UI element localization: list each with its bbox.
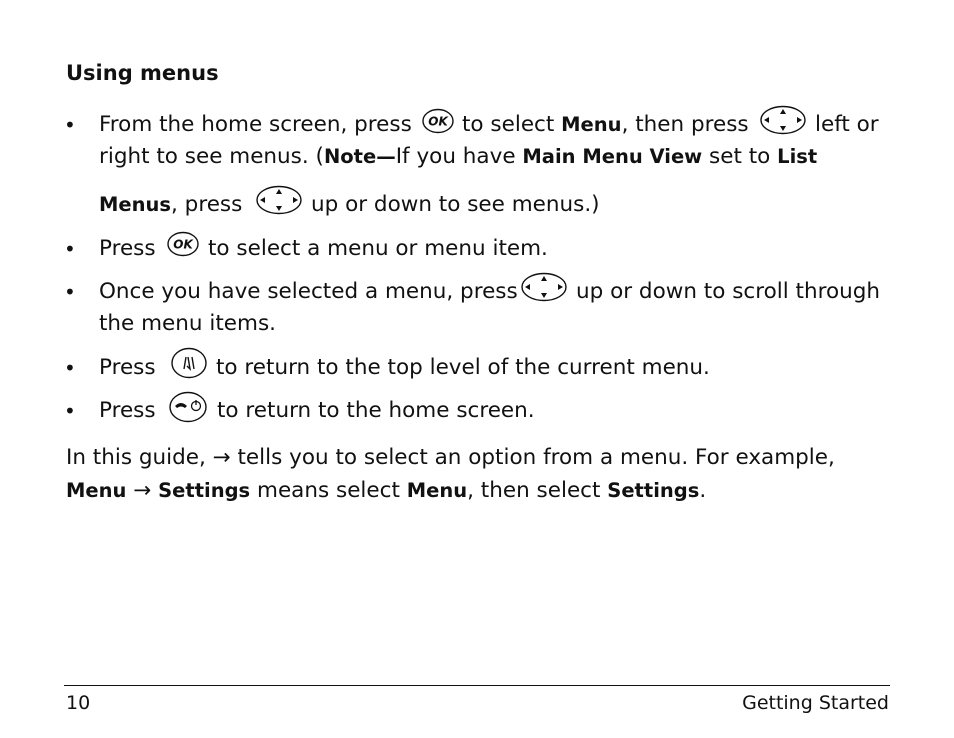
bullet-text: Press — [99, 355, 156, 380]
bullet-text: to return to the home screen. — [217, 398, 535, 423]
bullet-text: up or down to see menus.) — [311, 192, 600, 217]
bullet-text: to return to the top level of the current menu. — [216, 355, 710, 380]
svg-text:OK: OK — [173, 237, 193, 252]
bullet-text: right to see menus. ( — [99, 144, 324, 169]
bullet-text: If you have — [395, 144, 516, 169]
bullet-text: set to — [709, 144, 771, 169]
ok-key-icon — [166, 231, 200, 257]
guide-text: . — [699, 478, 707, 503]
bullet-text: to select a menu or menu item. — [208, 236, 548, 261]
guide-line-1: In this guide, → tells you to select an option from a menu. For example, — [66, 445, 835, 470]
menu-arrow: → — [133, 478, 152, 503]
bullet-1-line-1b — [462, 113, 749, 137]
section-heading: Using menus — [66, 61, 219, 85]
bullet-text: to select — [462, 112, 555, 137]
bullet-3-line-1a — [99, 280, 518, 304]
menu-keyword: Menu — [66, 479, 127, 502]
bullet-text: From the home screen, press — [99, 112, 412, 137]
list-keyword: List — [777, 145, 818, 168]
end-key-icon — [168, 391, 208, 423]
bullet-1-line-1 — [99, 113, 412, 137]
bullet-text: the menu items. — [99, 311, 276, 336]
back-key-icon — [170, 347, 208, 379]
bullet-3-line-1b — [576, 280, 880, 304]
bullet-text: Press — [99, 398, 156, 423]
bullet-dot: • — [64, 280, 76, 304]
guide-text: , then select — [467, 478, 601, 503]
bullet-3-line-2 — [99, 312, 276, 336]
menu-keyword: Menu — [561, 113, 622, 136]
bullet-dot: • — [64, 356, 76, 380]
menus-keyword: Menus — [99, 193, 172, 216]
bullet-1-line-2 — [99, 145, 817, 169]
main-menu-view-keyword: Main Menu View — [522, 145, 703, 168]
guide-line-2 — [66, 479, 706, 503]
svg-text:OK: OK — [428, 114, 448, 129]
bullet-text: Once you have selected a menu, press — [99, 279, 518, 304]
navigation-key-icon — [759, 105, 807, 135]
navigation-key-icon — [520, 272, 568, 302]
bullet-4-line-a — [99, 356, 156, 380]
bullet-2-line-a — [99, 237, 156, 261]
footer-rule — [64, 685, 890, 686]
section-title: Getting Started — [742, 692, 889, 714]
ok-key-icon — [421, 108, 455, 134]
bullet-text: , then press — [621, 112, 749, 137]
bullet-5-line-a — [99, 399, 156, 423]
navigation-key-icon — [255, 185, 303, 215]
page-number: 10 — [66, 692, 91, 714]
bullet-text: Press — [99, 236, 156, 261]
bullet-1-line-3b — [311, 193, 600, 217]
bullet-text: up or down to scroll through — [576, 279, 881, 304]
bullet-text: , press — [171, 192, 243, 217]
bullet-5-line-b — [217, 399, 535, 423]
bullet-1-line-3a — [99, 193, 242, 217]
menu-keyword: Menu — [406, 479, 468, 502]
bullet-dot: • — [64, 399, 76, 423]
guide-text: means select — [257, 478, 400, 503]
bullet-text: left or — [815, 112, 879, 137]
bullet-2-line-b — [208, 237, 548, 261]
bullet-1-line-1c — [815, 113, 879, 137]
bullet-dot: • — [64, 113, 76, 137]
bullet-dot: • — [64, 237, 76, 261]
note-keyword: Note— — [323, 145, 396, 168]
settings-keyword: Settings — [607, 479, 700, 502]
bullet-4-line-b — [216, 356, 710, 380]
settings-keyword: Settings — [158, 479, 251, 502]
